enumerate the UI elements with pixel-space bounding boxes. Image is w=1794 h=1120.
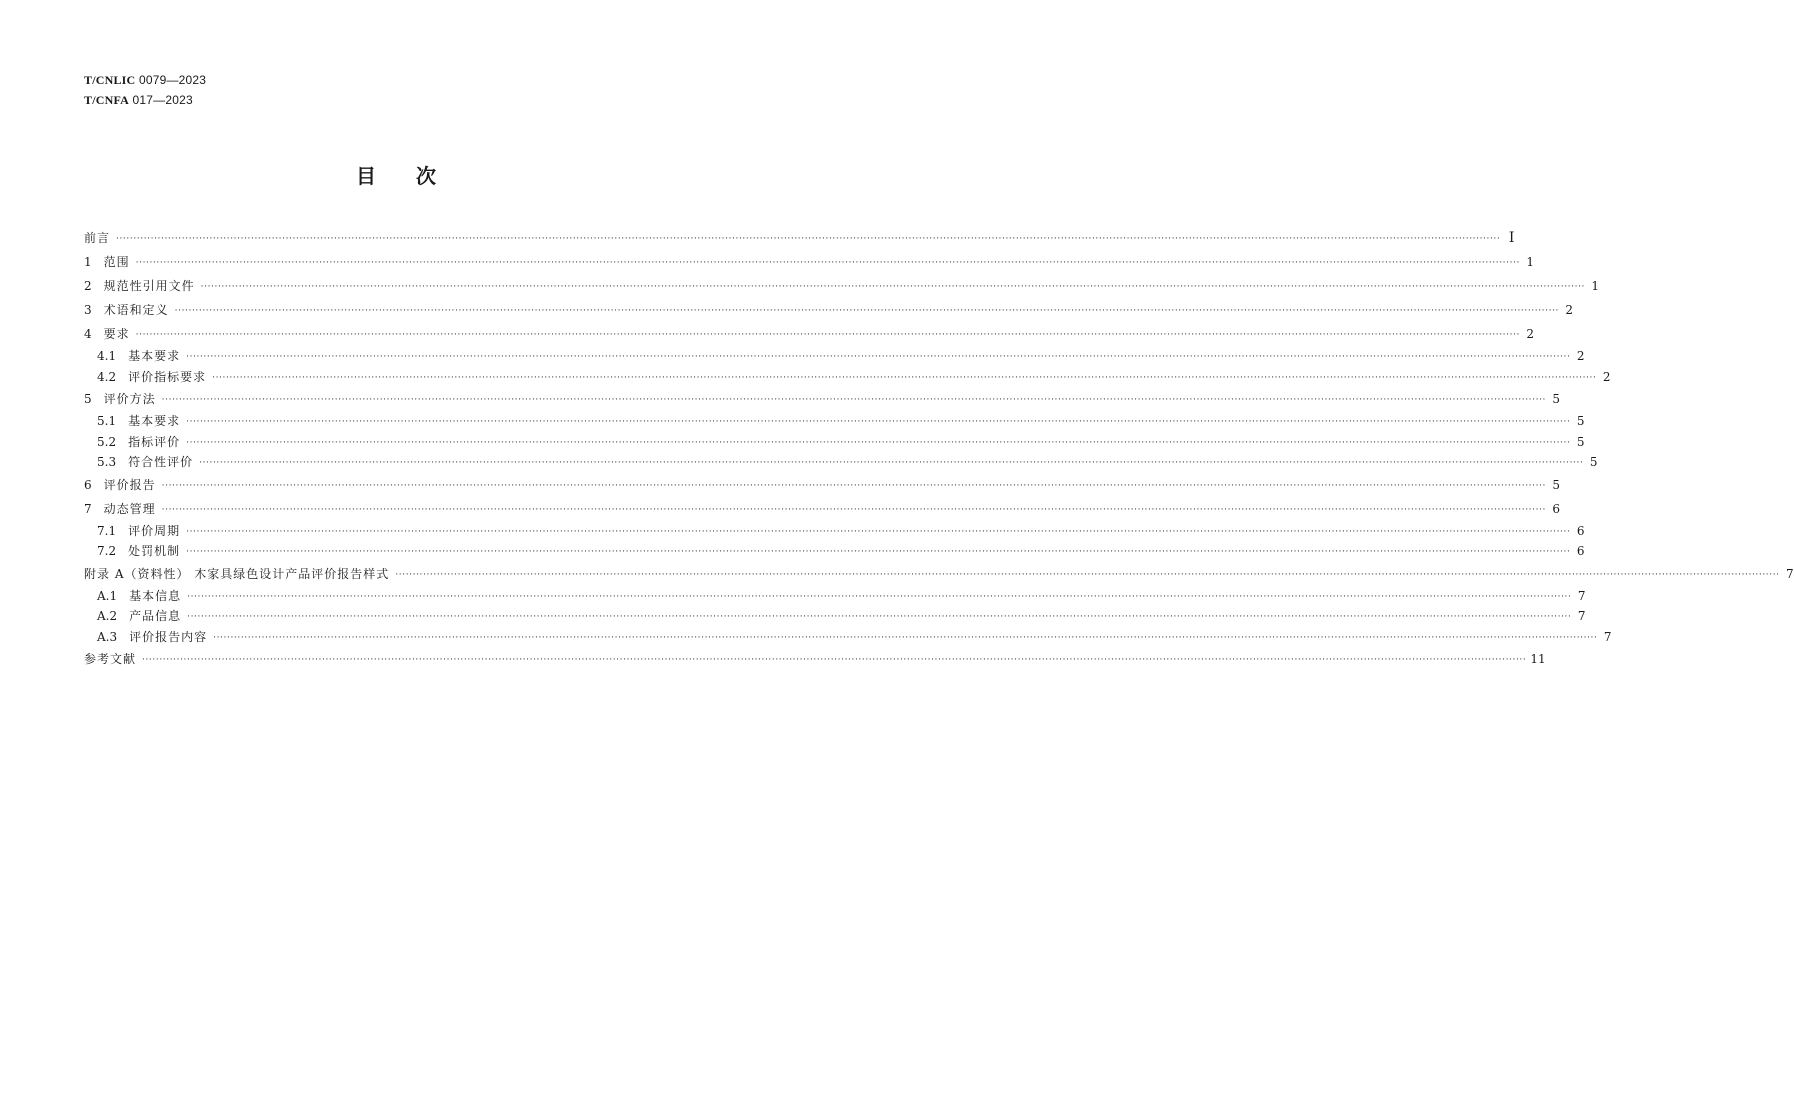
toc-entry-page: 5 [1576,434,1585,449]
toc-entry[interactable] [84,586,1586,607]
toc-entry-page: 2 [1576,349,1585,363]
toc-entry-number: 4.2 [97,369,117,384]
toc-entry[interactable] [84,367,1611,388]
toc-entry-label: 处罚机制 [128,544,181,558]
standard-code-number: 0079—2023 [138,73,207,87]
toc-entry-label: 范围 [103,255,130,269]
toc-entry-label: 术语和定义 [103,303,169,317]
toc-entry-page: 7 [1577,609,1586,623]
toc-dot-leader: ················································································································································································································································································································································································································ [174,306,1559,316]
toc-entry-label: 前言 [84,231,111,245]
toc-entry-number: 2 [84,279,92,293]
toc-entry[interactable] [84,250,1534,274]
toc-dot-leader: ················································································································································································································································································································································································································ [186,526,1571,537]
toc-entry-page: 7 [1577,588,1586,603]
toc-entry-page: 6 [1576,544,1585,558]
toc-entry[interactable] [84,411,1585,432]
toc-entry[interactable] [84,432,1585,453]
toc-entry-label: 基本信息 [129,588,182,603]
toc-entry-number: 1 [84,255,92,269]
toc-entry[interactable] [84,606,1586,627]
toc-entry-number: 7.2 [97,544,117,558]
toc-entry-page: 5 [1589,455,1598,469]
toc-entry[interactable] [84,627,1612,648]
toc-entry-page: 6 [1552,501,1560,516]
toc-entry-page: 1 [1526,255,1534,269]
toc-entry-number: A.1 [97,588,118,603]
toc-dot-leader: ················································································································································································································································································································································································································ [186,417,1571,427]
toc-entry-page: 7 [1603,629,1612,644]
toc-dot-leader: ················································································································································································································································································································································································································ [213,632,1598,643]
toc-entry-label: 动态管理 [103,501,156,516]
toc-entry-label: 评价报告内容 [129,629,208,644]
toc-entry-label: 附录 A（资料性） 木家具绿色设计产品评价报告样式 [84,566,390,581]
toc-entry-number: A.3 [97,629,118,644]
toc-entry-page: I [1508,230,1515,246]
table-of-contents [84,226,1794,671]
toc-entry-page: 11 [1530,652,1546,666]
toc-entry[interactable] [84,647,1546,671]
toc-entry-page: 6 [1576,523,1585,538]
toc-dot-leader: ················································································································································································································································································································································································································ [135,258,1520,268]
toc-dot-leader: ················································································································································································································································································································································································································ [161,480,1546,491]
toc-entry-number: 3 [84,303,92,317]
toc-entry-number: 6 [84,477,92,492]
toc-entry-label: 规范性引用文件 [103,279,195,293]
toc-entry[interactable] [84,298,1573,322]
toc-entry-label: 评价周期 [128,523,181,538]
toc-entry-page: 2 [1565,303,1573,317]
toc-entry-label: 产品信息 [129,609,182,623]
toc-entry[interactable] [84,473,1560,497]
toc-dot-leader: ················································································································································································································································································································································································································ [161,504,1546,515]
toc-entry-number: 4.1 [97,349,117,363]
toc-entry-label: 评价指标要求 [128,369,207,384]
toc-entry-number: 7.1 [97,523,117,538]
toc-entry-page: 5 [1576,414,1585,428]
toc-entry-number: 5.2 [97,434,117,449]
toc-dot-leader: ················································································································································································································································································································································································································ [395,569,1780,580]
toc-dot-leader: ················································································································································································································································································································································································································ [116,234,1501,244]
toc-entry[interactable] [84,521,1585,542]
toc-entry-page: 5 [1552,477,1560,492]
toc-dot-leader: ················································································································································································································································································································································································································ [186,547,1571,557]
toc-entry-page: 1 [1591,279,1599,293]
standard-code-prefix: T/CNFA [84,93,129,107]
toc-dot-leader: ················································································································································································································································································································································································································ [199,458,1584,468]
toc-entry-number: 5 [84,392,92,406]
standard-code [84,70,206,90]
toc-entry-label: 基本要求 [128,349,181,363]
toc-entry[interactable] [84,346,1585,367]
standard-codes [84,70,206,110]
toc-dot-leader: ················································································································································································································································································································································································································ [212,372,1597,383]
toc-entry-page: 2 [1602,369,1611,384]
standard-code-number: 017—2023 [132,93,193,107]
toc-entry-page: 7 [1786,566,1794,581]
toc-dot-leader: ················································································································································································································································································································································································································ [142,655,1527,665]
toc-entry-page: 2 [1526,327,1534,341]
page-title: 目次 [356,164,476,188]
toc-entry-number: 4 [84,327,92,341]
toc-entry[interactable] [84,387,1560,411]
toc-entry-page: 5 [1552,392,1560,406]
toc-entry-label: 指标评价 [128,434,181,449]
toc-dot-leader: ················································································································································································································································································································································································································ [161,395,1546,405]
toc-dot-leader: ················································································································································································································································································································································································································ [200,282,1585,292]
toc-dot-leader: ················································································································································································································································································································································································································ [186,437,1571,448]
toc-dot-leader: ················································································································································································································································································································································································································ [187,612,1572,622]
standard-code [84,90,206,110]
toc-entry-label: 要求 [103,327,130,341]
toc-entry-label: 符合性评价 [128,455,194,469]
toc-entry[interactable] [84,274,1599,298]
toc-entry-number: 7 [84,501,92,516]
toc-entry-number: 5.1 [97,414,117,428]
toc-entry[interactable] [84,541,1585,562]
toc-entry-label: 评价方法 [103,392,156,406]
toc-entry-label: 基本要求 [128,414,181,428]
standard-code-prefix: T/CNLIC [84,73,136,87]
toc-entry-label: 参考文献 [84,652,137,666]
toc-entry[interactable] [84,497,1560,521]
toc-dot-leader: ················································································································································································································································································································································································································ [187,591,1572,602]
toc-entry[interactable] [84,226,1515,250]
toc-dot-leader: ················································································································································································································································································································································································································ [186,352,1571,362]
toc-entry[interactable] [84,452,1598,473]
toc-entry-number: A.2 [97,609,118,623]
toc-entry-label: 评价报告 [103,477,156,492]
toc-entry[interactable] [84,562,1794,586]
toc-entry[interactable] [84,322,1534,346]
toc-dot-leader: ················································································································································································································································································································································································································ [135,330,1520,340]
toc-entry-number: 5.3 [97,455,117,469]
